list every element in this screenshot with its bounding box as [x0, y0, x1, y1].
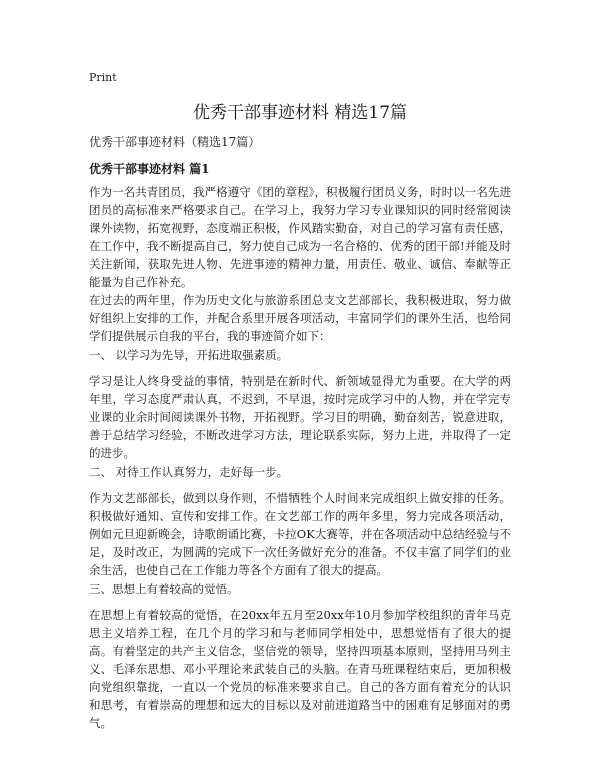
paragraph-3: 学习是让人终身受益的事情，特别是在新时代、新领域显得尤为重要。在大学的两年里，学习态度严肃认真，不迟到，不早退，按时完成学习中的人物，并在学完专业课的业余时间阅读课外书物，开拓视野。学习目的明确，勤奋刻苦，锐意进取，善于总结学习经验，不断改进学习方法，理论联系实际，努力上进，并取得了一定的进步。	[89, 374, 511, 460]
section-heading: 优秀干部事迹材料 篇1	[89, 162, 210, 176]
point-heading-3: 三、思想上有着较高的觉悟。	[89, 582, 239, 596]
document-title: 优秀干部事迹材料 精选17篇	[192, 103, 408, 123]
point-heading-2: 二、 对待工作认真努力，走好每一步。	[89, 465, 289, 479]
point-heading-1: 一、 以学习为先导，开拓进取强素质。	[89, 348, 289, 362]
paragraph-2: 在过去的两年里，作为历史文化与旅游系团总支文艺部部长，我积极进取，努力做好组织上安排的工作，并配合系里开展各项活动，丰富同学们的课外生活，也给同学们提供展示自我的平台，我的事迹简介如下：	[89, 293, 511, 343]
print-label: Print	[89, 71, 117, 84]
paragraph-4: 作为文艺部部长，做到以身作则，不惜牺牲个人时间来完成组织上做安排的任务。积极做好通知、宣传和安排工作。在文艺部工作的两年多里，努力完成各项活动，例如元旦迎新晚会，诗歌朗诵比赛，卡拉OK大赛等，并在各项活动中总结经验与不足，及时改正，为圆满的完成下一次任务做好充分的准备。不仅丰富了同学们的业余生活，也使自己在工作能力等各个方面有了很大的提高。	[89, 491, 511, 577]
document-subtitle: 优秀干部事迹材料（精选17篇）	[89, 135, 261, 149]
paragraph-5: 在思想上有着较高的觉悟，在20xx年五月至20xx年10月参加学校组织的青年马克思主义培养工程，在几个月的学习和与老师同学相处中，思想觉悟有了很大的提高。有着坚定的共产主义信念，坚信党的领导，坚持四项基本原则，坚持用马列主义、毛泽东思想、邓小平理论来武装自己的头脑。在青马班课程结束后，更加积极向党组织靠拢，一直以一个党员的标准来要求自己。自己的各方面有着充分的认识和思考，有着崇高的理想和远大的目标以及对前进道路当中的困难有足够面对的勇气。	[89, 608, 511, 730]
paragraph-1: 作为一名共青团员，我严格遵守《团的章程》，积极履行团员义务，时时以一名先进团员的高标准来严格要求自己。在学习上，我努力学习专业课知识的同时经常阅读课外读物，拓宽视野，态度端正积极，作风踏实勤奋，对自己的学习富有责任感，在工作中，我不断提高自己，努力使自己成为一名合格的、优秀的团干部!并能及时关注新闻，获取先进人物、先进事迹的精神力量，用责任、敬业、诚信、奉献等正能量为自己作补充。	[89, 185, 511, 289]
